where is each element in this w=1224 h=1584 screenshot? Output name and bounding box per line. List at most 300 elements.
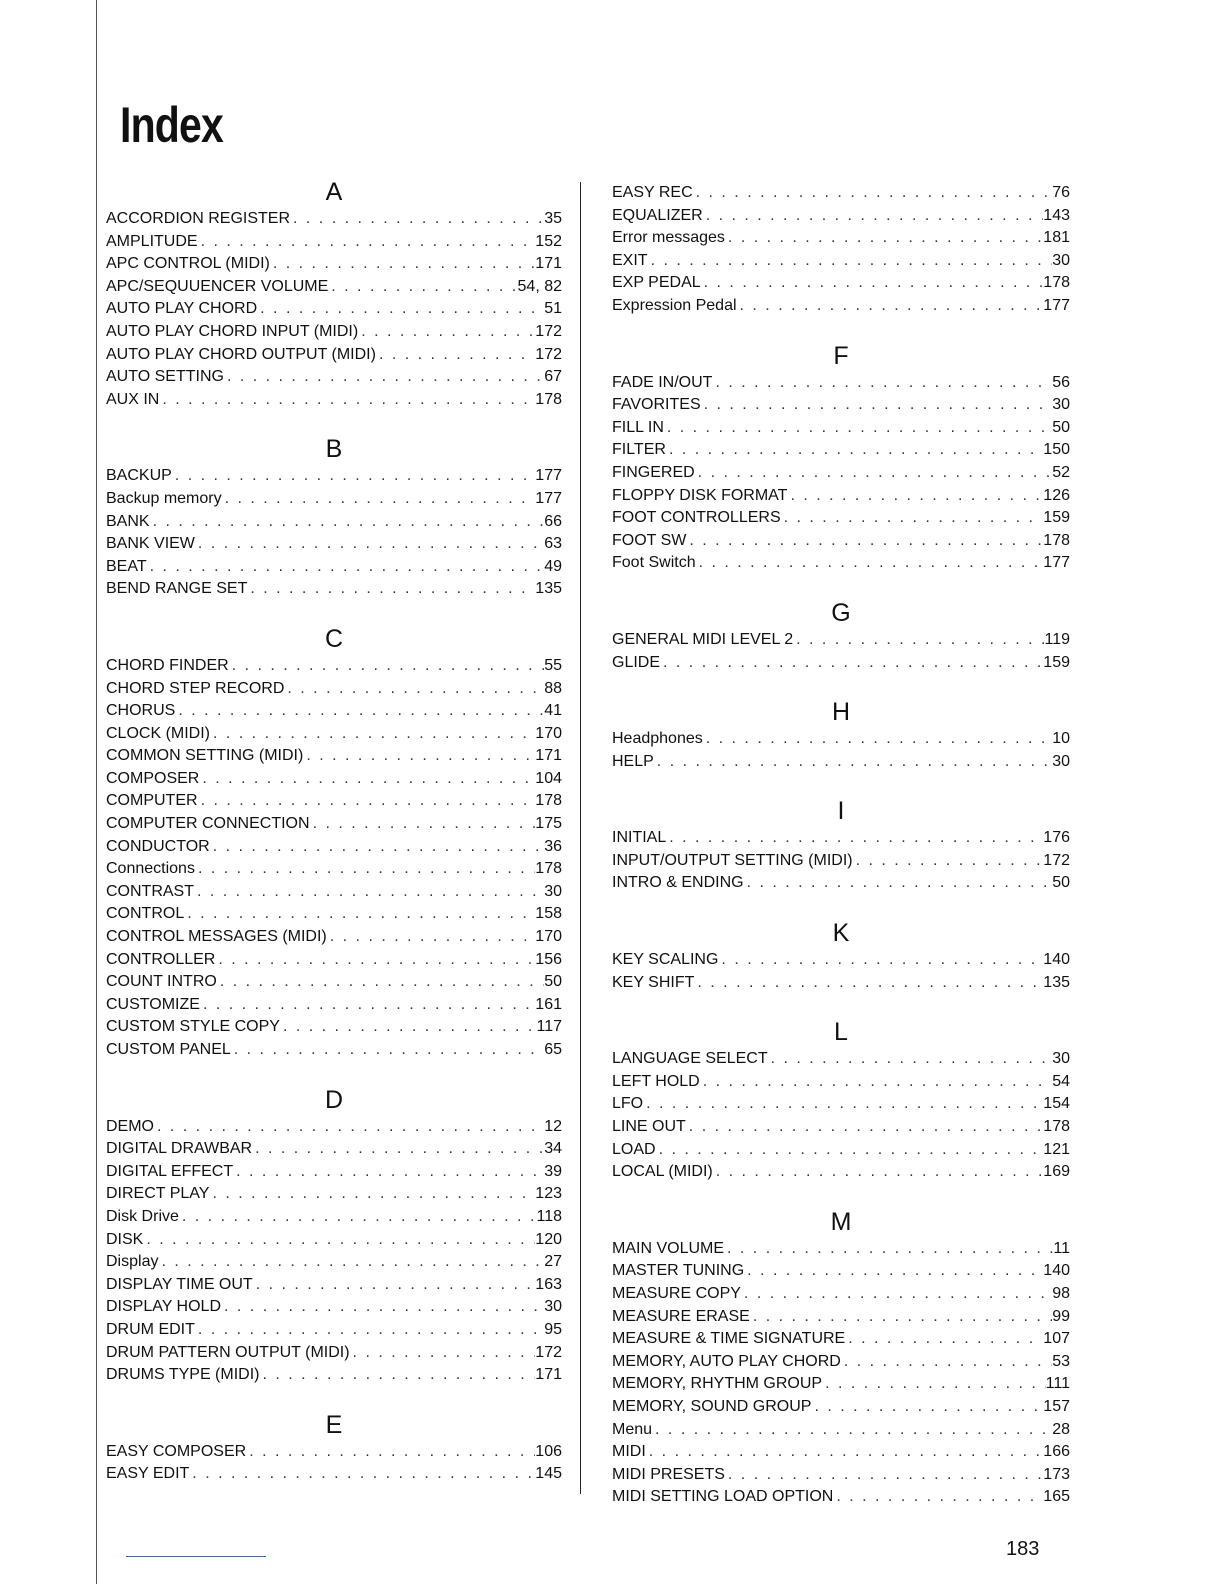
footer-rule <box>126 1556 266 1557</box>
entry-page: 10 <box>1052 730 1070 748</box>
index-entry <box>106 1183 562 1206</box>
entry-term: MAIN VOLUME <box>612 1239 725 1257</box>
entry-page: 28 <box>1052 1420 1070 1438</box>
dot-leader <box>744 872 1053 895</box>
entry-term: CLOCK (MIDI) <box>106 724 210 742</box>
index-entry <box>106 389 562 412</box>
dot-leader <box>231 1039 544 1062</box>
index-entry <box>106 1274 562 1297</box>
entry-term: FILL IN <box>612 418 664 436</box>
dot-leader <box>257 298 544 321</box>
index-entry <box>106 949 562 972</box>
entry-term: AUTO PLAY CHORD OUTPUT (MIDI) <box>106 345 376 363</box>
dot-leader <box>695 462 1053 485</box>
index-entry <box>106 366 562 389</box>
entry-term: HELP <box>612 752 654 770</box>
index-entry <box>612 372 1070 395</box>
dot-leader <box>253 1274 536 1297</box>
dot-leader <box>222 488 536 511</box>
entry-page: 50 <box>544 973 562 991</box>
entry-term: CHORD FINDER <box>106 656 229 674</box>
entry-page: 27 <box>544 1253 562 1271</box>
entry-page: 172 <box>535 1343 562 1361</box>
dot-leader <box>660 652 1043 675</box>
entry-page: 165 <box>1043 1488 1070 1506</box>
entry-term: AUTO PLAY CHORD <box>106 300 258 318</box>
dot-leader <box>703 728 1052 751</box>
entry-page: 66 <box>544 512 562 530</box>
index-section <box>612 182 1070 318</box>
entry-term: FILTER <box>612 441 666 459</box>
index-entry <box>106 655 562 678</box>
entry-term: KEY SHIFT <box>612 973 695 991</box>
dot-leader <box>209 1183 535 1206</box>
entry-term: EQUALIZER <box>612 206 703 224</box>
index-section <box>612 696 1070 773</box>
index-entry <box>612 1306 1070 1329</box>
dot-leader <box>200 994 535 1017</box>
entry-page: 181 <box>1043 229 1070 247</box>
index-entry <box>106 1116 562 1139</box>
entry-term: COMPOSER <box>106 769 200 787</box>
dot-leader <box>666 827 1043 850</box>
entry-page: 161 <box>535 995 562 1013</box>
entry-term: DIGITAL EFFECT <box>106 1162 234 1180</box>
dot-leader <box>328 276 517 299</box>
dot-leader <box>229 655 545 678</box>
entry-term: MASTER TUNING <box>612 1262 745 1280</box>
dot-leader <box>664 417 1052 440</box>
dot-leader <box>215 949 535 972</box>
entry-term: MEMORY, AUTO PLAY CHORD <box>612 1352 841 1370</box>
dot-leader <box>224 366 544 389</box>
index-section <box>612 795 1070 895</box>
entry-page: 36 <box>544 837 562 855</box>
index-entry <box>612 507 1070 530</box>
index-entry <box>612 552 1070 575</box>
entry-term: LINE OUT <box>612 1118 686 1136</box>
section-letter: C <box>324 624 344 653</box>
entry-page: 55 <box>544 656 562 674</box>
index-section <box>106 623 562 1062</box>
dot-leader <box>247 578 535 601</box>
index-entry <box>612 272 1070 295</box>
entry-page: 12 <box>544 1117 562 1135</box>
dot-leader <box>158 1251 544 1274</box>
entry-term: Error messages <box>612 229 725 247</box>
dot-leader <box>713 1161 1044 1184</box>
entry-page: 158 <box>535 905 562 923</box>
entry-term: GLIDE <box>612 653 661 671</box>
index-entry <box>106 813 562 836</box>
entry-page: 172 <box>535 322 562 340</box>
entry-term: LFO <box>612 1095 644 1113</box>
dot-leader <box>195 858 535 881</box>
index-entry <box>106 1441 562 1464</box>
entry-term: ACCORDION REGISTER <box>106 210 291 227</box>
dot-leader <box>686 1116 1044 1139</box>
dot-leader <box>172 465 536 488</box>
index-entry <box>106 994 562 1017</box>
entry-page: 51 <box>544 300 562 318</box>
dot-leader <box>195 1319 544 1342</box>
section-letter: E <box>325 1410 343 1439</box>
entry-page: 159 <box>1043 653 1070 671</box>
entry-term: FAVORITES <box>612 396 701 414</box>
index-entry <box>612 949 1070 972</box>
entry-term: INITIAL <box>612 829 667 847</box>
entry-term: FOOT SW <box>612 531 687 549</box>
entry-term: COMMON SETTING (MIDI) <box>106 747 304 765</box>
index-entry <box>612 394 1070 417</box>
index-entry <box>106 926 562 949</box>
entry-term: LOAD <box>612 1140 656 1158</box>
entry-page: 172 <box>535 345 562 363</box>
entry-term: DISPLAY HOLD <box>106 1298 222 1316</box>
entry-page: 159 <box>1043 509 1070 527</box>
dot-leader <box>712 372 1052 395</box>
entry-page: 157 <box>1043 1397 1070 1415</box>
index-entry <box>106 298 562 321</box>
entry-page: 177 <box>535 467 562 485</box>
entry-term: CHORD STEP RECORD <box>106 679 285 697</box>
index-entry <box>612 1139 1070 1162</box>
entry-term: LEFT HOLD <box>612 1072 700 1090</box>
index-entry <box>612 1464 1070 1487</box>
index-entry <box>612 1396 1070 1419</box>
dot-leader <box>737 295 1044 318</box>
entry-term: BEND RANGE SET <box>106 580 248 598</box>
entry-page: 177 <box>1043 554 1070 572</box>
dot-leader <box>686 530 1043 553</box>
entry-term: AUX IN <box>106 390 160 408</box>
dot-leader <box>358 321 535 344</box>
entry-term: DEMO <box>106 1117 154 1135</box>
entry-page: 156 <box>535 950 562 968</box>
dot-leader <box>750 1306 1052 1329</box>
dot-leader <box>648 250 1053 273</box>
index-entry <box>612 485 1070 508</box>
index-entry <box>612 850 1070 873</box>
dot-leader <box>195 533 544 556</box>
index-entry <box>612 1161 1070 1184</box>
index-entry <box>612 205 1070 228</box>
entry-page: 30 <box>1052 251 1070 269</box>
dot-leader <box>724 1238 1053 1261</box>
entry-page: 166 <box>1043 1443 1070 1461</box>
page-title: Index <box>120 97 223 153</box>
entry-term: DRUM EDIT <box>106 1320 195 1338</box>
entry-page: 41 <box>544 702 562 720</box>
entry-page: 143 <box>1043 206 1070 224</box>
index-entry <box>106 745 562 768</box>
index-entry <box>612 227 1070 250</box>
dot-leader <box>700 1071 1052 1094</box>
index-entry <box>106 1229 562 1252</box>
dot-leader <box>701 272 1044 295</box>
dot-leader <box>154 1116 544 1139</box>
entry-term: Disk Drive <box>106 1207 179 1225</box>
index-entry <box>612 530 1070 553</box>
section-letter: L <box>834 1018 848 1047</box>
index-entry <box>106 1138 562 1161</box>
entry-term: EXIT <box>612 251 648 269</box>
index-entry <box>106 253 562 276</box>
entry-page: 178 <box>1043 274 1070 292</box>
entry-page: 30 <box>1052 1050 1070 1068</box>
index-entry <box>612 1486 1070 1509</box>
dot-leader <box>259 1364 535 1387</box>
entry-term: BANK VIEW <box>106 535 195 553</box>
dot-leader <box>793 629 1044 652</box>
entry-page: 172 <box>1043 851 1070 869</box>
dot-leader <box>147 556 545 579</box>
entry-page: 53 <box>1052 1352 1070 1370</box>
entry-page: 178 <box>535 860 562 878</box>
entry-page: 150 <box>1043 441 1070 459</box>
entry-page: 88 <box>544 679 562 697</box>
dot-leader <box>210 836 545 859</box>
index-entry <box>106 678 562 701</box>
entry-page: 178 <box>1043 1118 1070 1136</box>
entry-page: 65 <box>544 1041 562 1058</box>
entry-term: DRUM PATTERN OUTPUT (MIDI) <box>106 1343 350 1361</box>
dot-leader <box>290 208 544 231</box>
dot-leader <box>833 1486 1043 1509</box>
entry-page: 120 <box>535 1230 562 1248</box>
index-entry <box>106 971 562 994</box>
entry-term: CONTROLLER <box>106 950 216 968</box>
entry-page: 154 <box>1043 1095 1070 1113</box>
entry-term: EASY COMPOSER <box>106 1442 247 1460</box>
index-entry <box>612 250 1070 273</box>
entry-page: 111 <box>1045 1375 1070 1393</box>
dot-leader <box>310 813 536 836</box>
entry-page: 176 <box>1043 829 1070 847</box>
dot-leader <box>376 344 535 367</box>
entry-page: 140 <box>1043 1262 1070 1280</box>
index-entry <box>106 578 562 601</box>
entry-page: 67 <box>544 368 562 386</box>
index-entry <box>106 1463 562 1486</box>
entry-term: MEASURE COPY <box>612 1285 741 1302</box>
dot-leader <box>652 1419 1052 1442</box>
section-letter: F <box>833 341 849 370</box>
entry-page: 119 <box>1044 630 1070 648</box>
dot-leader <box>143 1229 535 1252</box>
dot-leader <box>233 1161 544 1184</box>
entry-term: DIGITAL DRAWBAR <box>106 1140 253 1158</box>
index-entry <box>106 533 562 556</box>
entry-term: CUSTOM PANEL <box>106 1041 231 1058</box>
index-entry <box>612 629 1070 652</box>
entry-term: FINGERED <box>612 463 695 481</box>
index-entry <box>106 488 562 511</box>
entry-term: MIDI SETTING LOAD OPTION <box>612 1488 834 1506</box>
entry-term: MIDI PRESETS <box>612 1465 725 1483</box>
entry-term: DISPLAY TIME OUT <box>106 1275 253 1293</box>
entry-page: 34 <box>544 1140 562 1158</box>
dot-leader <box>280 1016 537 1039</box>
entry-term: COMPUTER CONNECTION <box>106 815 310 833</box>
index-entry <box>106 231 562 254</box>
dot-leader <box>303 745 535 768</box>
dot-leader <box>150 511 545 534</box>
index-entry <box>106 858 562 881</box>
entry-page: 118 <box>536 1207 562 1225</box>
index-entry <box>612 462 1070 485</box>
entry-page: 76 <box>1052 184 1070 201</box>
index-entry <box>106 1296 562 1319</box>
index-entry <box>106 1161 562 1184</box>
entry-term: MEMORY, RHYTHM GROUP <box>612 1375 823 1393</box>
entry-term: Backup memory <box>106 489 222 507</box>
entry-term: CHORUS <box>106 702 176 720</box>
index-entry <box>106 881 562 904</box>
dot-leader <box>221 1296 544 1319</box>
index-entry <box>106 344 562 367</box>
index-entry <box>612 1328 1070 1351</box>
entry-page: 30 <box>1052 752 1070 770</box>
dot-leader <box>246 1441 535 1464</box>
entry-term: KEY SCALING <box>612 951 719 969</box>
dot-leader <box>656 1139 1044 1162</box>
entry-page: 145 <box>535 1465 562 1483</box>
entry-term: CONTROL MESSAGES (MIDI) <box>106 928 327 946</box>
index-section <box>612 597 1070 674</box>
dot-leader <box>744 1260 1043 1283</box>
dot-leader <box>350 1342 536 1365</box>
entry-term: MEASURE & TIME SIGNATURE <box>612 1330 846 1348</box>
dot-leader <box>768 1048 1053 1071</box>
entry-page: 126 <box>1043 486 1070 504</box>
dot-leader <box>654 751 1052 774</box>
index-entry <box>612 1238 1070 1261</box>
dot-leader <box>646 1441 1044 1464</box>
index-entry <box>106 790 562 813</box>
entry-term: APC/SEQUUENCER VOLUME <box>106 277 329 295</box>
entry-page: 52 <box>1052 463 1070 481</box>
entry-term: DISK <box>106 1230 144 1248</box>
dot-leader <box>184 903 535 926</box>
dot-leader <box>694 972 1043 995</box>
entry-term: MIDI <box>612 1443 646 1461</box>
index-entry <box>106 903 562 926</box>
index-column-left <box>106 176 562 1508</box>
entry-page: 50 <box>1052 418 1070 436</box>
entry-term: APC CONTROL (MIDI) <box>106 255 270 273</box>
index-section <box>612 340 1070 575</box>
entry-term: BEAT <box>106 557 147 575</box>
section-letter: D <box>324 1085 344 1114</box>
index-entry <box>612 295 1070 318</box>
index-entry <box>106 1039 562 1062</box>
dot-leader <box>666 439 1043 462</box>
index-entry <box>612 1116 1070 1139</box>
section-letter: G <box>831 598 851 627</box>
dot-leader <box>718 949 1043 972</box>
dot-leader <box>198 790 536 813</box>
index-entry <box>612 1071 1070 1094</box>
entry-page: 30 <box>544 882 562 900</box>
entry-page: 178 <box>1043 531 1070 549</box>
dot-leader <box>179 1206 537 1229</box>
index-entry <box>612 872 1070 895</box>
index-entry <box>106 208 562 231</box>
index-entry <box>612 417 1070 440</box>
entry-page: 170 <box>535 724 562 742</box>
entry-term: EASY REC <box>612 184 693 201</box>
section-letter: H <box>831 698 851 727</box>
column-divider <box>580 182 581 1494</box>
entry-page: 99 <box>1052 1307 1070 1325</box>
entry-page: 123 <box>535 1185 562 1203</box>
entry-page: 171 <box>535 747 562 765</box>
entry-term: LANGUAGE SELECT <box>612 1050 768 1068</box>
entry-term: BACKUP <box>106 467 172 485</box>
index-entry <box>612 728 1070 751</box>
dot-leader <box>703 205 1044 228</box>
entry-page: 39 <box>544 1162 562 1180</box>
index-entry <box>106 700 562 723</box>
index-section <box>106 433 562 601</box>
entry-term: CONTROL <box>106 905 185 923</box>
entry-page: 171 <box>535 1366 562 1384</box>
section-letter: B <box>325 435 343 464</box>
index-entry <box>106 276 562 299</box>
entry-term: DRUMS TYPE (MIDI) <box>106 1366 260 1384</box>
entry-term: CONTRAST <box>106 882 194 900</box>
index-entry <box>106 1016 562 1039</box>
section-letter: K <box>832 919 850 948</box>
entry-term: FOOT CONTROLLERS <box>612 509 781 527</box>
dot-leader <box>725 227 1043 250</box>
index-section <box>106 176 562 411</box>
index-entry <box>612 1419 1070 1442</box>
section-letter: A <box>325 178 343 206</box>
entry-page: 107 <box>1043 1330 1070 1348</box>
index-entry <box>612 1048 1070 1071</box>
index-section <box>612 1016 1070 1184</box>
index-section <box>612 1206 1070 1509</box>
index-entry <box>612 1260 1070 1283</box>
entry-term: DIRECT PLAY <box>106 1185 210 1203</box>
entry-page: 171 <box>535 255 562 273</box>
entry-page: 175 <box>535 815 562 833</box>
entry-term: INTRO & ENDING <box>612 874 744 892</box>
entry-page: 54 <box>1052 1072 1070 1090</box>
entry-term: Display <box>106 1253 159 1271</box>
entry-page: 177 <box>535 489 562 507</box>
entry-page: 49 <box>544 557 562 575</box>
index-entry <box>106 1342 562 1365</box>
entry-term: FLOPPY DISK FORMAT <box>612 486 788 504</box>
dot-leader <box>741 1283 1052 1306</box>
entry-page: 152 <box>535 232 562 250</box>
entry-page: 50 <box>1052 874 1070 892</box>
entry-term: Headphones <box>612 730 703 748</box>
entry-term: AUTO SETTING <box>106 368 224 386</box>
index-entry <box>106 1206 562 1229</box>
entry-term: EASY EDIT <box>106 1465 190 1483</box>
entry-page: 30 <box>544 1298 562 1316</box>
dot-leader <box>210 723 535 746</box>
index-entry <box>612 1441 1070 1464</box>
dot-leader <box>841 1351 1052 1374</box>
entry-page: 106 <box>535 1442 562 1460</box>
dot-leader <box>781 507 1044 530</box>
entry-page: 173 <box>1043 1465 1070 1483</box>
